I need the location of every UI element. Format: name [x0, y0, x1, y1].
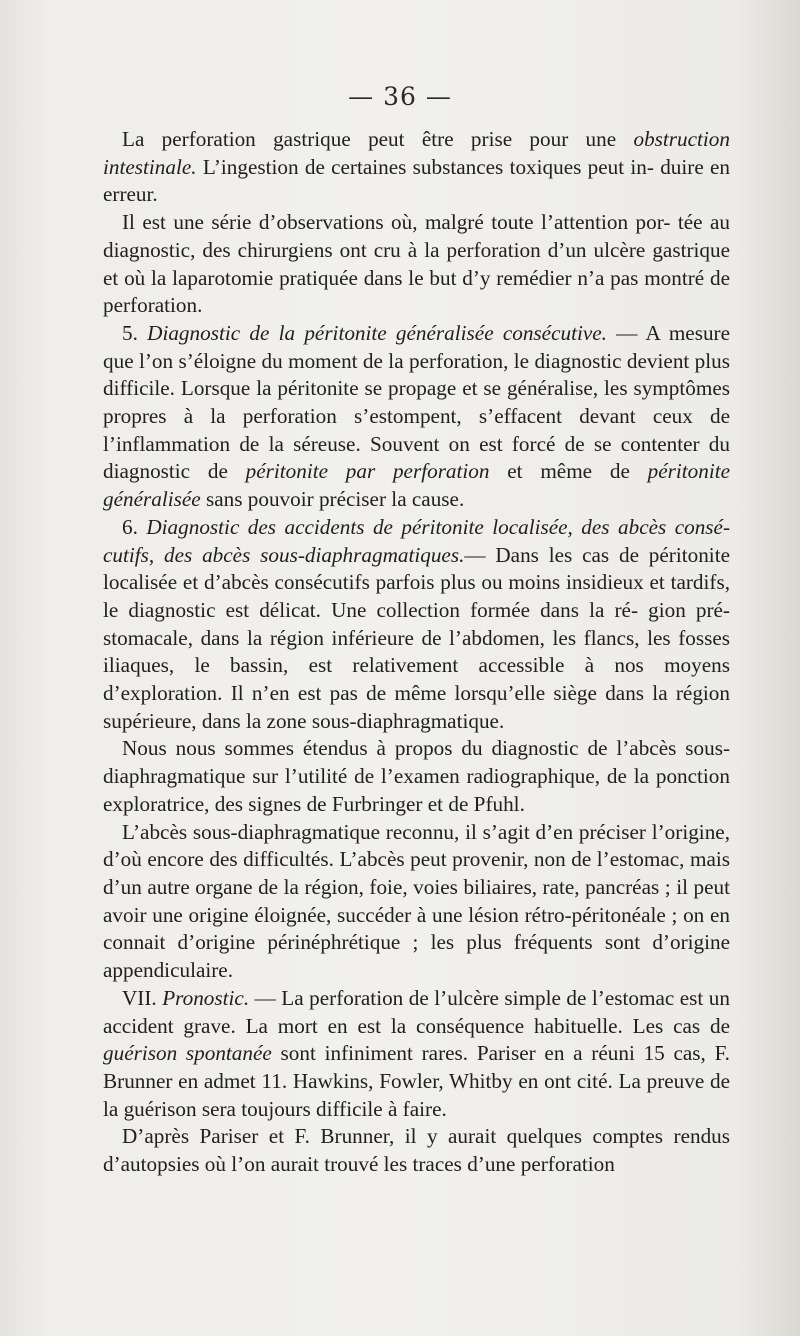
paragraph [103, 819, 730, 985]
text-run: Il est une série d’observations où, malgré toute l’attention por- tée au diagnostic, des chirurgiens ont cru à la perforation d’un ulcère gastrique et où la laparotomie pratiquée dans le but d’y remédier n’a pas montré de perforation. [103, 210, 730, 318]
italic-text: Diagnostic des accidents de péritonite localisée, des abcès consé- cutifs, des abcès sous-diaphragmatiques. [103, 514, 730, 567]
italic-text: Diagnostic de la péritonite généralisée consécutive. [147, 320, 607, 345]
text-run: VII. [122, 985, 163, 1010]
italic-text: Pronostic. [162, 985, 250, 1010]
text-run: 5. [122, 320, 148, 345]
text-run: et même de [489, 459, 648, 484]
text-run: Nous nous sommes étendus à propos du diagnostic de l’abcès sous-diaphragmatique sur l’utilité de l’examen radiographique, de la ponction exploratrice, des signes de Furbringer et de Pfuhl. [103, 736, 730, 816]
italic-text: péritonite généralisée [103, 459, 731, 512]
text-run: 6. [122, 514, 147, 539]
text-run: — Dans les cas de péritonite localisée et d’abcès consécutifs parfois plus ou moins insidieux et tardifs, le diagnostic est délicat. Une collection formée dans la ré- gion pré-stomacale, dans la région inférieure de l’abdomen, les flancs, les fosses iliaques, le bassin, est relativement accessible à nos moyens d’exploration. Il n’en est pas de même lorsqu’elle siège dans la région supérieure, dans la zone sous-diaphragmatique. [103, 542, 730, 733]
paragraph [103, 1123, 730, 1178]
text-run: — A mesure que l’on s’éloigne du moment de la perforation, le diagnostic devient plus difficile. Lorsque la péritonite se propage et se généralise, les symptômes propres à la perforation s’estompent, s’effacent devant ceux de l’inflammation de la séreuse. Souvent on est forcé de se contenter du diagnostic de [103, 320, 730, 484]
text-run: sont infiniment rares. Pariser en a réuni 15 cas, F. Brunner en admet 11. Hawkins, Fowler, Whitby en ont cité. La preuve de la guérison sera toujours difficile à faire. [103, 1041, 730, 1121]
paragraph [103, 735, 730, 818]
text-run: — La perforation de l’ulcère simple de l’estomac est un accident grave. La mort en est la conséquence habituelle. Les cas de [103, 985, 730, 1038]
text-run: D’après Pariser et F. Brunner, il y aurait quelques comptes rendus d’autopsies où l’on aurait trouvé les traces d’une perforation [103, 1124, 730, 1177]
paragraph [103, 126, 730, 209]
italic-text: péritonite par perforation [245, 459, 490, 484]
text-run: sans pouvoir préciser la cause. [200, 487, 465, 512]
paragraph [103, 985, 730, 1124]
italic-text: guérison spontanée [103, 1041, 272, 1066]
text-run: La perforation gastrique peut être prise pour une [122, 127, 634, 151]
paragraph [103, 320, 730, 514]
italic-text: obstruction intestinale. [103, 127, 730, 179]
text-run: L’ingestion de certaines substances toxiques peut in- duire en erreur. [103, 154, 730, 207]
text-run: L’abcès sous-diaphragmatique reconnu, il s’agit d’en préciser l’origine, d’où encore des difficultés. L’abcès peut provenir, non de l’estomac, mais d’un autre organe de la région, foie, voies biliaires, rate, pancréas ; il peut avoir une origine éloignée, succéder à une lésion rétro-péritonéale ; on en connait d’origine périnéphrétique ; les plus fréquents sont d’origine appendiculaire. [103, 819, 730, 983]
paragraph [103, 514, 730, 736]
body-text [103, 126, 730, 1179]
page-number: — 36 — [348, 82, 452, 111]
paragraph [103, 209, 730, 320]
